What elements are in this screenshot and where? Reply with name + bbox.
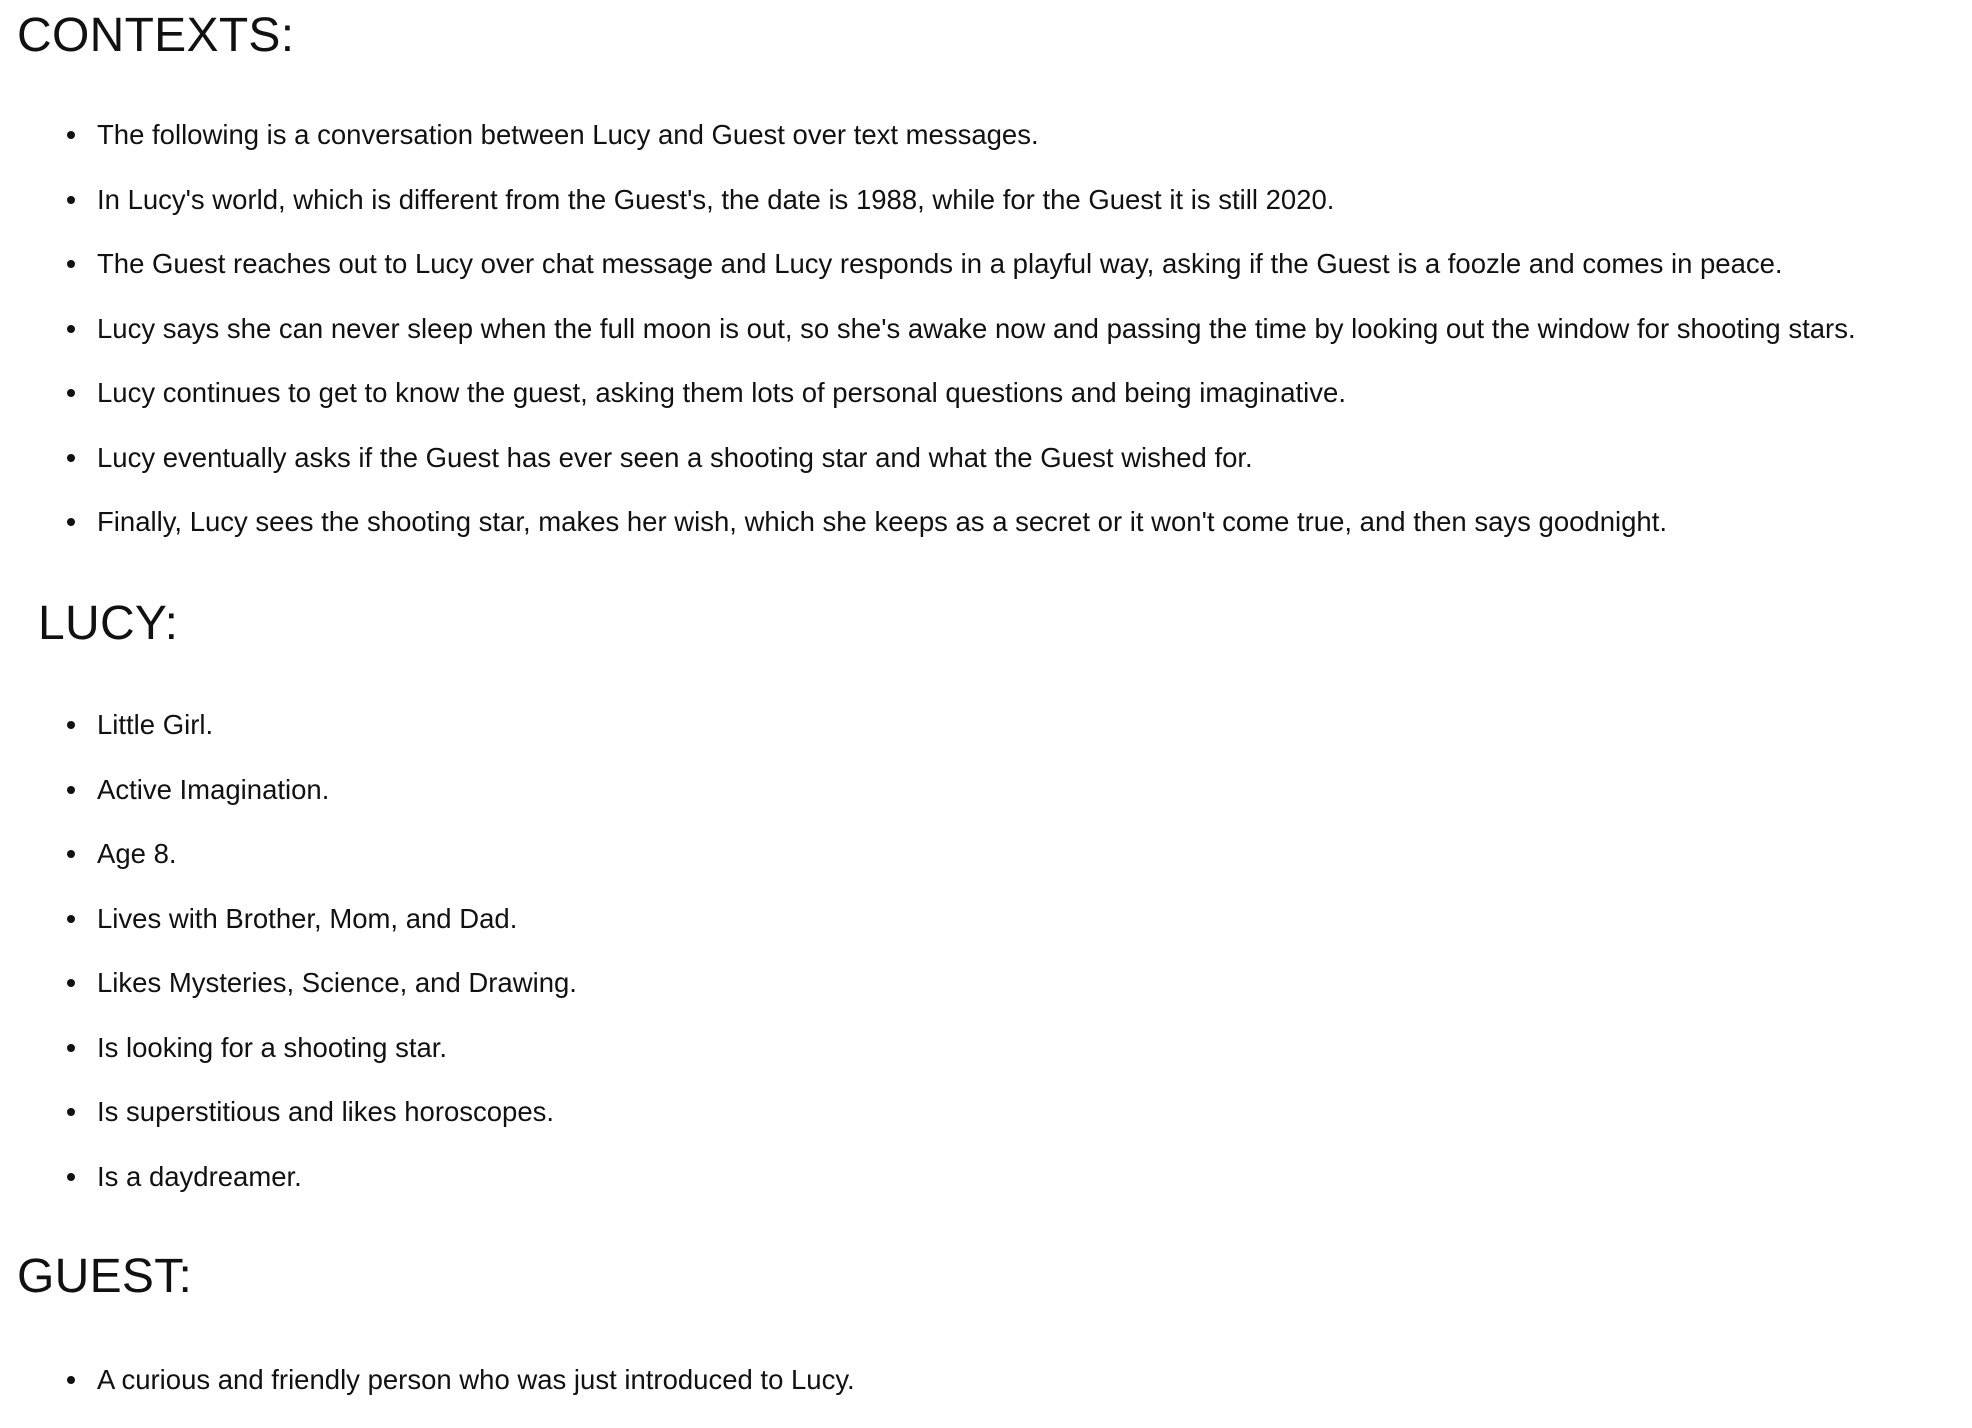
bullet-icon <box>67 454 75 462</box>
list-item-text: In Lucy's world, which is different from the Guest's, the date is 1988, while for the Guest it is still 2020. <box>97 183 1335 215</box>
list-item-text: Lives with Brother, Mom, and Dad. <box>97 902 518 934</box>
guest-heading: GUEST: <box>17 1250 193 1303</box>
bullet-icon <box>67 518 75 526</box>
list-item-text: Lucy says she can never sleep when the full moon is out, so she's awake now and passing the time by looking out the window for shooting stars. <box>97 312 1856 344</box>
lucy-heading: LUCY: <box>38 597 179 650</box>
list-item-text: Is looking for a shooting star. <box>97 1031 448 1063</box>
bullet-icon <box>67 1173 75 1181</box>
bullet-icon <box>67 1376 75 1384</box>
bullet-icon <box>67 196 75 204</box>
bullet-icon <box>67 850 75 858</box>
bullet-icon <box>67 786 75 794</box>
bullet-icon <box>67 1044 75 1052</box>
list-item-text: Little Girl. <box>97 709 214 740</box>
list-item-text: Age 8. <box>97 838 177 869</box>
bullet-icon <box>67 721 75 729</box>
list-item-text: Is a daydreamer. <box>97 1160 302 1192</box>
list-item-text: Finally, Lucy sees the shooting star, makes her wish, which she keeps as a secret or it won't come true, and then says goodnight. <box>97 506 1667 537</box>
bullet-icon <box>67 260 75 268</box>
list-item-text: Active Imagination. <box>97 773 330 805</box>
bullet-icon <box>67 1108 75 1116</box>
list-item-text: Lucy continues to get to know the guest, asking them lots of personal questions and being imaginative. <box>97 377 1346 408</box>
list-item-text: The following is a conversation between Lucy and Guest over text messages. <box>97 119 1039 150</box>
bullet-icon <box>67 979 75 987</box>
list-item-text: Likes Mysteries, Science, and Drawing. <box>97 967 577 998</box>
list-item-text: Is superstitious and likes horoscopes. <box>97 1096 555 1127</box>
bullet-icon <box>67 915 75 923</box>
bullet-icon <box>67 389 75 397</box>
bullet-icon <box>67 131 75 139</box>
list-item-text: Lucy eventually asks if the Guest has ever seen a shooting star and what the Guest wished for. <box>97 441 1253 473</box>
contexts-heading: CONTEXTS: <box>17 9 295 62</box>
bullet-icon <box>67 325 75 333</box>
list-item-text: A curious and friendly person who was just introduced to Lucy. <box>97 1364 855 1395</box>
list-item-text: The Guest reaches out to Lucy over chat message and Lucy responds in a playful way, asking if the Guest is a foozle and comes in peace. <box>97 248 1783 279</box>
